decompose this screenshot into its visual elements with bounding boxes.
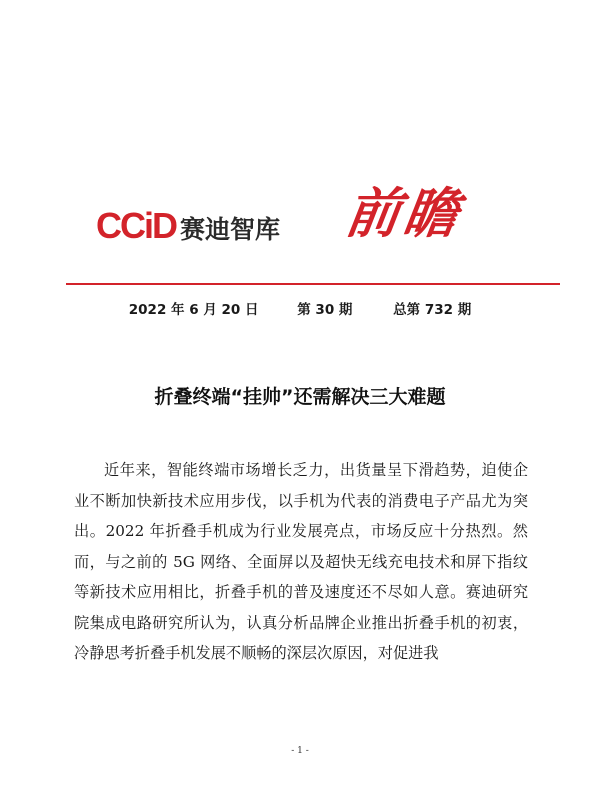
ccid-logo: CCiD (96, 205, 176, 246)
page-number: - 1 - (291, 746, 309, 756)
column-title: 前瞻 (341, 181, 467, 245)
brand-name: 赛迪智库 (180, 215, 281, 244)
issue-info (0, 298, 600, 318)
brand (96, 205, 281, 246)
issue-date: 2022 年 6 月 20 日 (128, 302, 259, 318)
masthead (96, 181, 526, 276)
issue-number: 第 30 期 (297, 302, 353, 318)
masthead-divider (66, 283, 560, 285)
article-paragraph: 近年来，智能终端市场增长乏力，出货量呈下滑趋势，迫使企业不断加快新技术应用步伐，以手机为代表的消费电子产品尤为突出。2022 年折叠手机成为行业发展亮点，市场反应十分热烈。然而，与之前的 5G 网络、全面屏以及超快无线充电技术和屏下指纹等新技术应用相比，折叠手机的普及速度还不尽如人意。赛迪研究院集成电路研究所认为，认真分析品牌企业推出折叠手机的初衷，冷静思考折叠手机发展不顺畅的深层次原因，对促进我 (74, 461, 528, 662)
article-title: 折叠终端“挂帅”还需解决三大难题 (154, 386, 446, 408)
issue-total: 总第 732 期 (393, 302, 472, 318)
